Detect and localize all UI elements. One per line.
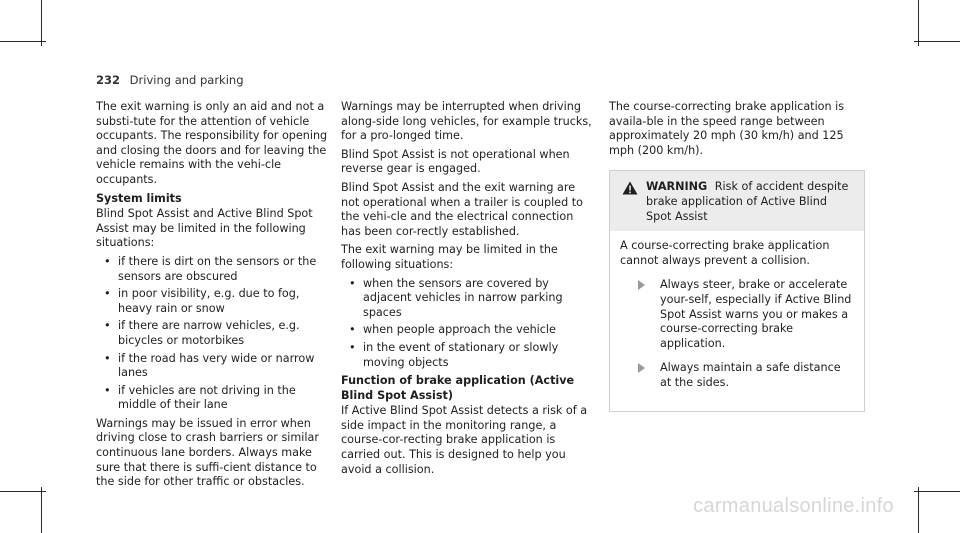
warning-triangle-icon [622, 181, 638, 195]
paragraph: The exit warning may be limited in the following situations: [341, 243, 558, 271]
crop-mark [0, 491, 46, 492]
limits-intro: Blind Spot Assist and Active Blind Spot Assist may be limited in the following situations: [96, 207, 313, 250]
crop-mark [41, 487, 42, 533]
paragraph: Warnings may be interrupted when driving along-side long vehicles, for example trucks, for a pro-longed time. [341, 100, 592, 143]
function-heading: Function of brake application (Active Blind Spot Assist) [341, 374, 575, 402]
warning-step [620, 361, 854, 390]
system-limits-heading: System limits [96, 191, 182, 205]
list-item: • when people approach the vehicle [355, 323, 596, 338]
crop-mark [918, 487, 919, 533]
crop-mark [914, 41, 960, 42]
warning-heading-text [646, 180, 854, 224]
crop-mark [41, 0, 42, 46]
function-paragraph: If Active Blind Spot Assist detects a risk of a side impact in the monitoring range, a course-cor-recting brake application is carried out. This is designed to help you avoid a collision. [341, 404, 588, 476]
triangle-right-icon [638, 280, 645, 290]
paragraph: Blind Spot Assist and the exit warning are not operational when a trailer is coupled to the vehi-cle and the electrical connection has been cor-rectly established. [341, 180, 583, 238]
watermark: carmanualsonline.info [693, 495, 894, 517]
list-item: • if there is dirt on the sensors or the sensors are obscured [110, 255, 336, 284]
warning-step [620, 278, 854, 351]
column-1 [96, 100, 336, 494]
exit-warning-limits-list [341, 277, 596, 371]
step-text: Always maintain a safe distance at the sides. [660, 361, 841, 389]
column-3 [609, 100, 865, 412]
column-2 [341, 100, 596, 481]
list-item: • in the event of stationary or slowly moving objects [355, 341, 596, 370]
list-item: • in poor visibility, e.g. due to fog, heavy rain or snow [110, 287, 336, 316]
warning-text: A course-correcting brake application cannot always prevent a collision. [620, 239, 830, 267]
list-item: • if there are narrow vehicles, e.g. bicycles or motorbikes [110, 319, 336, 348]
paragraph: The course-correcting brake application is availa-ble in the speed range between approximately 20 mph (30 km/h) and 125 mph (200 km/h). [609, 100, 845, 157]
step-text: Always steer, brake or accelerate your-self, especially if Active Blind Spot Assist warns you or makes a course-correcting brake application. [660, 278, 852, 350]
crop-mark [918, 0, 919, 46]
page-header [96, 73, 244, 87]
list-item: • when the sensors are covered by adjacent vehicles in narrow parking spaces [355, 277, 596, 321]
crop-mark [0, 41, 46, 42]
list-item: • if vehicles are not driving in the middle of their lane [110, 384, 336, 413]
warning-title: WARNING [646, 180, 708, 194]
warning-box [609, 170, 865, 411]
paragraph: Blind Spot Assist is not operational when reverse gear is engaged. [341, 147, 570, 176]
outro-paragraph: Warnings may be issued in error when driving close to crash barriers or similar continuous lane borders. Always make sure that there is suffi-cient distance to the side for other traffic or obstacles. [96, 416, 319, 489]
list-item: • if the road has very wide or narrow lanes [110, 352, 336, 381]
triangle-right-icon [638, 363, 645, 373]
limits-list [96, 255, 336, 413]
intro-paragraph: The exit warning is only an aid and not a substi-tute for the attention of vehicle occupants. The responsibility for opening and closing the doors and for leaving the vehicle remains with the vehi-cle occupants. [96, 100, 328, 186]
warning-subtitle: Risk of accident despite brake application of Active Blind Spot Assist [646, 180, 849, 223]
warning-header [610, 171, 864, 231]
page-number: 232 [96, 73, 121, 87]
section-title: Driving and parking [129, 73, 244, 87]
crop-mark [914, 491, 960, 492]
warning-body [610, 231, 864, 410]
